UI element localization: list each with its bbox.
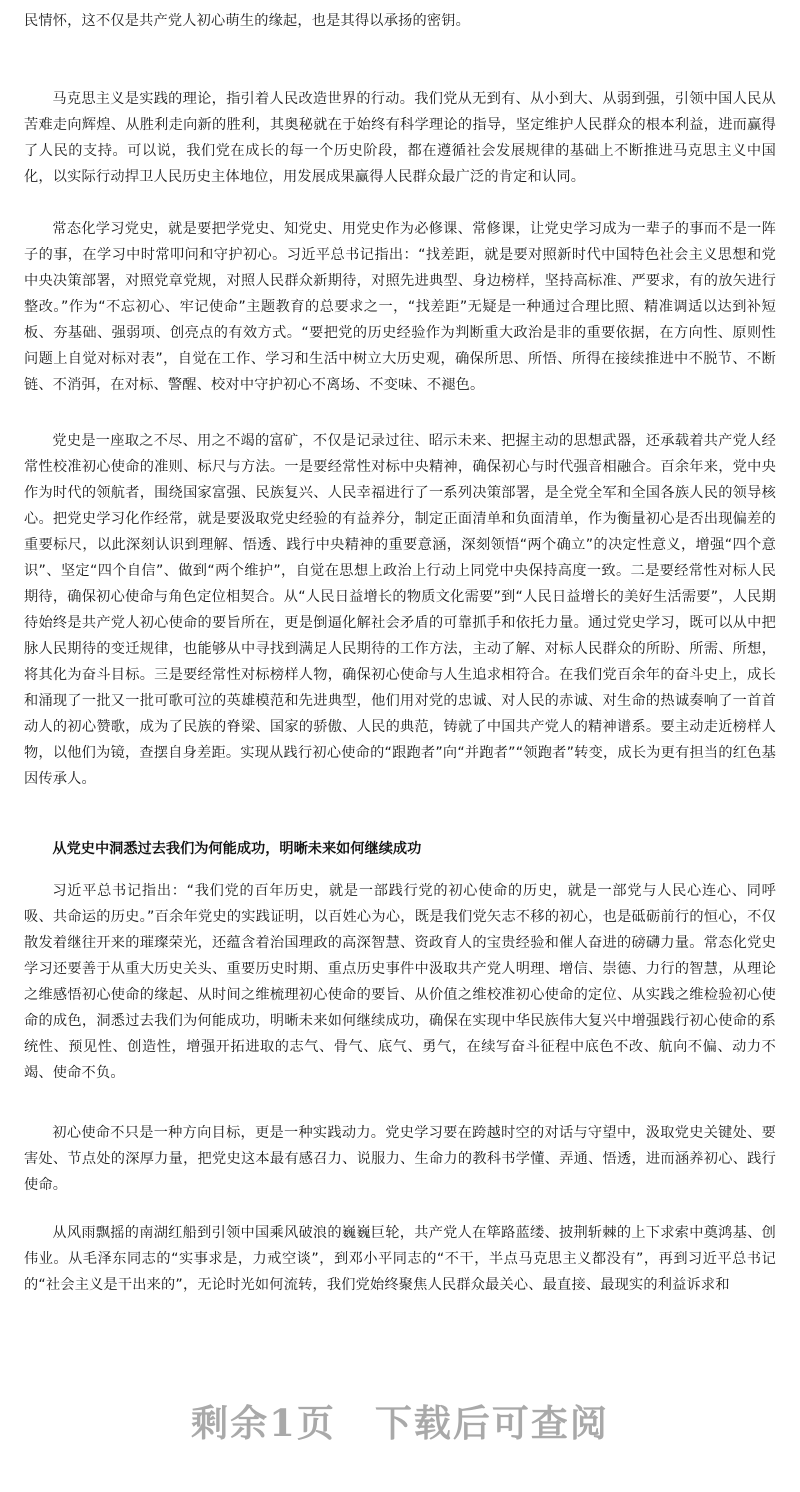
remaining-pages-text[interactable]: 剩余1页 下载后可查阅 [191,1401,609,1445]
paragraph-2: 常态化学习党史，就是要把学党史、知党史、用党史作为必修课、常修课，让党史学习成为一辈子的事而不是一阵子的事，在学习中时常叩问和守护初心。习近平总书记指出：“找差距，就是要对照新时代中国特色社会主义思想和党中央决策部署，对照党章党规，对照人民群众新期待，对照先进典型、身边榜样，坚持高标准、严要求，有的放矢进行整改。”作为“不忘初心、牢记使命”主题教育的总要求之一，“找差距”无疑是一种通过合理比照、精准调适以达到补短板、夯基础、强弱项、创亮点的有效方式。“要把党的历史经验作为判断重大政治是非的重要依据，在方向性、原则性问题上自觉对标对表”，自觉在工作、学习和生活中树立大历史观，确保所思、所悟、所得在接续推进中不脱节、不断链、不消弭，在对标、警醒、校对中守护初心不离场、不变味、不褪色。 [24,221,776,393]
section-heading: 从党史中洞悉过去我们为何能成功，明晰未来如何继续成功 [52,841,422,857]
paragraph-5: 初心使命不只是一种方向目标，更是一种实践动力。党史学习要在跨越时空的对话与守望中，汲取党史关键处、要害处、节点处的深厚力量，把党史这本最有感召力、说服力、生命力的教科书学懂、弄通、悟透，进而涵养初心、践行使命。 [24,1125,776,1193]
paragraph-6: 从风雨飘摇的南湖红船到引领中国乘风破浪的巍巍巨轮，共产党人在筚路蓝缕、披荆斩棘的上下求索中奠鸿基、创伟业。从毛泽东同志的“实事求是，力戒空谈”，到邓小平同志的“不干，半点马克思主义都没有”，再到习近平总书记的“社会主义是干出来的”，无论时光如何流转，我们党始终聚焦人民群众最关心、最直接、最现实的利益诉求和 [24,1225,776,1293]
paragraph-4: 习近平总书记指出：“我们党的百年历史，就是一部践行党的初心使命的历史，就是一部党与人民心连心、同呼吸、共命运的历史。”百余年党史的实践证明，以百姓心为心，既是我们党矢志不移的初心，也是砥砺前行的恒心，不仅散发着继往开来的璀璨荣光，还蕴含着治国理政的高深智慧、资政育人的宝贵经验和催人奋进的磅礴力量。常态化党史学习还要善于从重大历史关头、重要历史时期、重点历史事件中汲取共产党人明理、增信、崇德、力行的智慧，从理论之维感悟初心使命的缘起、从时间之维梳理初心使命的要旨、从价值之维校准初心使命的定位、从实践之维检验初心使命的成色，洞悉过去我们为何能成功，明晰未来如何继续成功，确保在实现中华民族伟大复兴中增强践行初心使命的系统性、预见性、创造性，增强开拓进取的志气、骨气、底气、勇气，在续写奋斗征程中底色不改、航向不偏、动力不竭、使命不负。 [24,883,776,1081]
remaining-pages-banner[interactable] [0,1385,800,1455]
paragraph-1: 马克思主义是实践的理论，指引着人民改造世界的行动。我们党从无到有、从小到大、从弱到强，引领中国人民从苦难走向辉煌、从胜利走向新的胜利，其奥秘就在于始终有科学理论的指导，坚定维护人民群众的根本利益，进而赢得了人民的支持。可以说，我们党在成长的每一个历史阶段，都在遵循社会发展规律的基础上不断推进马克思主义中国化，以实际行动捍卫人民历史主体地位，用发展成果赢得人民群众最广泛的肯定和认同。 [24,91,776,185]
paragraph-3: 党史是一座取之不尽、用之不竭的富矿，不仅是记录过往、昭示未来、把握主动的思想武器，还承载着共产党人经常性校准初心使命的准则、标尺与方法。一是要经常性对标中央精神，确保初心与时代强音相融合。百余年来，党中央作为时代的领航者，围绕国家富强、民族复兴、人民幸福进行了一系列决策部署，是全党全军和全国各族人民的领导核心。把党史学习化作经常，就是要汲取党史经验的有益养分，制定正面清单和负面清单，作为衡量初心是否出现偏差的重要标尺，以此深刻认识到理解、悟透、践行中央精神的重要意涵，深刻领悟“两个确立”的决定性意义，增强“四个意识”、坚定“四个自信”、做到“两个维护”，自觉在思想上政治上行动上同党中央保持高度一致。二是要经常性对标人民期待，确保初心使命与角色定位相契合。从“人民日益增长的物质文化需要”到“人民日益增长的美好生活需要”，人民期待始终是共产党人初心使命的要旨所在，更是倒逼化解社会矛盾的可靠抓手和依托力量。通过党史学习，既可以从中把脉人民期待的变迁规律，也能够从中寻找到满足人民期待的工作方法，主动了解、对标人民群众的所盼、所需、所想，将其化为奋斗目标。三是要经常性对标榜样人物，确保初心使命与人生追求相符合。在我们党百余年的奋斗史上，成长和涌现了一批又一批可歌可泣的英雄模范和先进典型，他们用对党的忠诚、对人民的赤诚、对生命的热诚奏响了一首首动人的初心赞歌，成为了民族的脊梁、国家的骄傲、人民的典范，铸就了中国共产党人的精神谱系。要主动走近榜样人物，以他们为镜，查摆自身差距。实现从践行初心使命的“跟跑者”向“并跑者”“领跑者”转变，成长为更有担当的红色基因传承人。 [24,433,776,787]
intro-line: 民情怀，这不仅是共产党人初心萌生的缘起，也是其得以承扬的密钥。 [24,13,471,29]
